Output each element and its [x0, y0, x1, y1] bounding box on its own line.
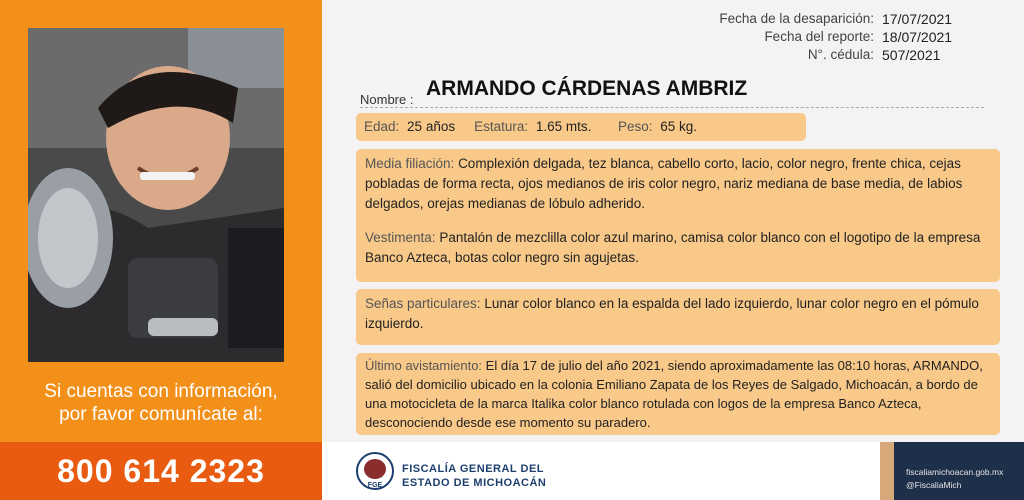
- org-name: [402, 462, 546, 490]
- peso-label: Peso:: [617, 119, 653, 134]
- fecha-reporte-value: 18/07/2021: [882, 29, 953, 45]
- org-line-1: FISCALÍA GENERAL DEL: [402, 463, 545, 475]
- contact-line-2: por favor comunícate al:: [59, 404, 263, 425]
- fge-seal-icon: [356, 452, 394, 490]
- person-name: ARMANDO CÁRDENAS AMBRIZ: [426, 77, 748, 100]
- senas-text: Lunar color blanco en la espalda del lado izquierdo, lunar color negro en el pómulo izquierdo.: [365, 296, 979, 331]
- ultimo-avistamiento-box: [356, 353, 1000, 435]
- org-line-2: ESTADO DE MICHOACÁN: [402, 477, 547, 489]
- phone-number[interactable]: 800 614 2323: [0, 442, 322, 500]
- contact-line-1: Si cuentas con información,: [44, 381, 278, 402]
- footer-stripe: [880, 442, 894, 500]
- senas-label: Señas particulares:: [365, 296, 481, 311]
- vestimenta-label: Vestimenta:: [365, 230, 436, 245]
- cedula-label: N°. cédula:: [807, 47, 874, 62]
- website-link[interactable]: fiscaliamichoacan.gob.mx: [906, 467, 1004, 477]
- report-meta: [719, 10, 962, 64]
- media-filiacion: [365, 154, 991, 214]
- media-filiacion-text: Complexión delgada, tez blanca, cabello corto, lacio, color negro, frente chica, cejas pobladas de forma recta, ojos medianos de iris color negro, nariz mediana de base media, de labios delgados, orejas medianas de lóbulo adherido.: [365, 156, 963, 211]
- description-box: [356, 149, 1000, 282]
- cedula-value: 507/2021: [882, 47, 941, 63]
- vestimenta-text: Pantalón de mezclilla color azul marino, camisa color blanco con el logotipo de la empresa Banco Azteca, botas color negro sin agujetas.: [365, 230, 981, 265]
- estatura-label: Estatura:: [474, 119, 529, 134]
- edad-label: Edad:: [364, 119, 400, 134]
- fecha-desaparicion-label: Fecha de la desaparición:: [719, 11, 874, 26]
- ultimo-text: El día 17 de julio del año 2021, siendo aproximadamente las 08:10 horas, ARMANDO, salió del domicilio ubicado en la colonia Emiliano Zapata de los Reyes de Salgado, Michoacán, a bordo de una motocicleta de la marca Italika color blanco rotulada con logos de la empresa Banco Azteca, desconociendo desde ese momento su paradero.: [365, 358, 983, 430]
- cedula-row: [719, 46, 962, 64]
- fecha-desaparicion-value: 17/07/2021: [882, 11, 953, 27]
- fecha-reporte-row: [719, 28, 962, 46]
- edad-value: 25 años: [407, 119, 456, 134]
- fecha-desaparicion-row: [719, 10, 962, 28]
- seal-text: FGE: [367, 482, 383, 489]
- vestimenta: [365, 228, 991, 268]
- seal-emblem: [364, 459, 386, 479]
- estatura-value: 1.65 mts.: [535, 119, 592, 134]
- ultimo-label: Último avistamiento:: [365, 358, 483, 373]
- fecha-reporte-label: Fecha del reporte:: [764, 29, 874, 44]
- peso-value: 65 kg.: [660, 119, 698, 134]
- physical-stats-box: [356, 113, 806, 141]
- name-row: [360, 76, 984, 108]
- senas-box: [356, 289, 1000, 345]
- media-filiacion-label: Media filiación:: [365, 156, 455, 171]
- social-link[interactable]: @FiscaliaMich: [906, 480, 962, 490]
- footer-links: [906, 466, 1003, 492]
- missing-person-photo: [28, 28, 284, 362]
- nombre-label: Nombre :: [360, 92, 414, 107]
- contact-message: [0, 380, 322, 426]
- left-panel: [0, 0, 322, 500]
